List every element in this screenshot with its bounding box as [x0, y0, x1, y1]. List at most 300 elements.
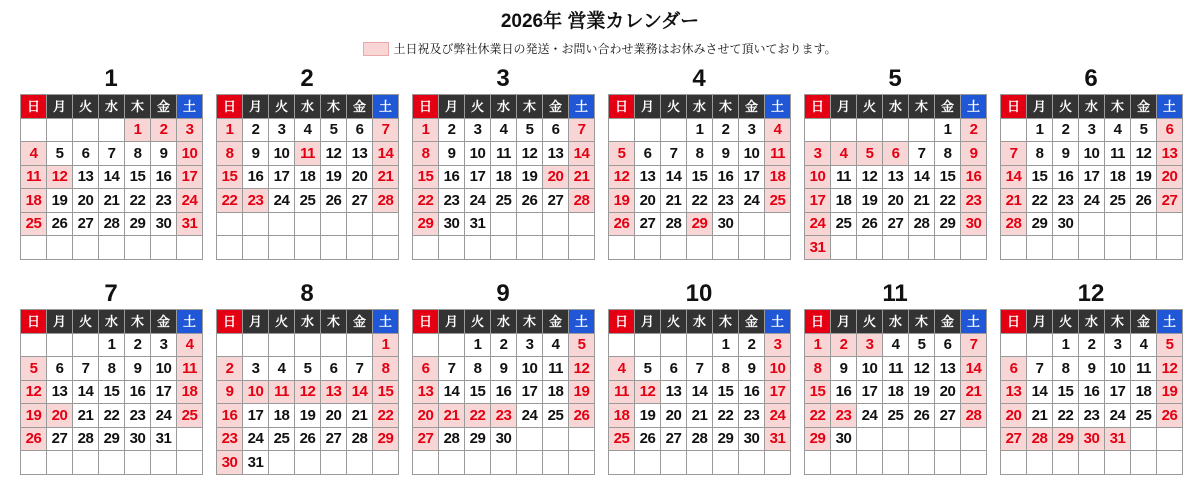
day-cell: 11 — [1131, 357, 1157, 381]
day-cell: 15 — [413, 166, 439, 190]
day-cell: 5 — [1131, 119, 1157, 143]
day-cell: 7 — [961, 334, 987, 358]
month-calendar-11 — [804, 279, 986, 475]
day-cell: 22 — [465, 404, 491, 428]
empty-cell — [661, 236, 687, 260]
day-cell: 24 — [151, 404, 177, 428]
month-calendar-5 — [804, 64, 986, 260]
weekday-header: 木 — [321, 95, 347, 119]
empty-cell — [373, 213, 399, 237]
day-cell: 13 — [635, 166, 661, 190]
weekday-header: 日 — [1001, 95, 1027, 119]
day-cell: 23 — [243, 189, 269, 213]
empty-cell — [765, 451, 791, 475]
empty-cell — [295, 334, 321, 358]
weekday-header: 水 — [491, 310, 517, 334]
empty-cell — [99, 119, 125, 143]
day-cell: 2 — [831, 334, 857, 358]
day-cell: 21 — [569, 166, 595, 190]
day-cell: 16 — [125, 381, 151, 405]
day-cell: 14 — [687, 381, 713, 405]
day-cell: 17 — [177, 166, 203, 190]
day-cell: 6 — [47, 357, 73, 381]
empty-cell — [739, 451, 765, 475]
day-cell: 26 — [609, 213, 635, 237]
day-cell: 20 — [347, 166, 373, 190]
weekday-header: 日 — [217, 310, 243, 334]
day-cell: 7 — [687, 357, 713, 381]
empty-cell — [1001, 451, 1027, 475]
weekday-header: 木 — [517, 95, 543, 119]
day-cell: 9 — [713, 142, 739, 166]
weekday-header: 火 — [465, 310, 491, 334]
day-cell: 20 — [321, 404, 347, 428]
day-cell: 12 — [569, 357, 595, 381]
weekday-header: 水 — [295, 310, 321, 334]
day-cell: 5 — [857, 142, 883, 166]
day-cell: 2 — [125, 334, 151, 358]
day-cell: 6 — [347, 119, 373, 143]
day-cell: 21 — [373, 166, 399, 190]
day-cell: 4 — [765, 119, 791, 143]
weekday-header: 木 — [1105, 95, 1131, 119]
empty-cell — [909, 119, 935, 143]
empty-cell — [935, 428, 961, 452]
day-cell: 16 — [439, 166, 465, 190]
weekday-header: 火 — [465, 95, 491, 119]
day-cell: 3 — [517, 334, 543, 358]
empty-cell — [961, 236, 987, 260]
day-cell: 13 — [661, 381, 687, 405]
month-title: 12 — [1077, 280, 1105, 307]
weekday-header: 金 — [1131, 310, 1157, 334]
weekday-header: 火 — [73, 310, 99, 334]
day-cell: 20 — [413, 404, 439, 428]
day-cell: 26 — [569, 404, 595, 428]
day-cell: 12 — [857, 166, 883, 190]
day-cell: 19 — [295, 404, 321, 428]
empty-cell — [609, 451, 635, 475]
day-cell: 19 — [1157, 381, 1183, 405]
day-cell: 4 — [295, 119, 321, 143]
day-cell: 19 — [1131, 166, 1157, 190]
weekday-header: 日 — [1001, 310, 1027, 334]
day-cell: 10 — [517, 357, 543, 381]
day-cell: 17 — [1079, 166, 1105, 190]
empty-cell — [73, 119, 99, 143]
empty-cell — [1105, 451, 1131, 475]
empty-cell — [413, 236, 439, 260]
month-grid — [412, 94, 595, 260]
empty-cell — [373, 236, 399, 260]
empty-cell — [609, 119, 635, 143]
weekday-header: 土 — [765, 310, 791, 334]
day-cell: 30 — [1079, 428, 1105, 452]
day-cell: 9 — [739, 357, 765, 381]
weekday-header: 日 — [413, 95, 439, 119]
day-cell: 27 — [883, 213, 909, 237]
day-cell: 29 — [713, 428, 739, 452]
day-cell: 29 — [373, 428, 399, 452]
day-cell: 10 — [465, 142, 491, 166]
weekday-header: 金 — [543, 310, 569, 334]
day-cell: 31 — [151, 428, 177, 452]
day-cell: 26 — [21, 428, 47, 452]
day-cell: 13 — [47, 381, 73, 405]
day-cell: 11 — [491, 142, 517, 166]
weekday-header: 水 — [295, 95, 321, 119]
day-cell: 21 — [73, 404, 99, 428]
day-cell: 21 — [99, 189, 125, 213]
empty-cell — [1131, 451, 1157, 475]
empty-cell — [1027, 334, 1053, 358]
day-cell: 23 — [1079, 404, 1105, 428]
day-cell: 2 — [217, 357, 243, 381]
day-cell: 7 — [1001, 142, 1027, 166]
month-grid — [412, 309, 595, 475]
empty-cell — [883, 428, 909, 452]
day-cell: 5 — [1157, 334, 1183, 358]
day-cell: 5 — [909, 334, 935, 358]
empty-cell — [713, 236, 739, 260]
weekday-header: 土 — [961, 95, 987, 119]
day-cell: 7 — [373, 119, 399, 143]
day-cell: 28 — [373, 189, 399, 213]
empty-cell — [1157, 428, 1183, 452]
day-cell: 24 — [857, 404, 883, 428]
empty-cell — [635, 119, 661, 143]
day-cell: 6 — [1157, 119, 1183, 143]
day-cell: 15 — [805, 381, 831, 405]
day-cell: 18 — [1131, 381, 1157, 405]
day-cell: 25 — [543, 404, 569, 428]
empty-cell — [517, 213, 543, 237]
weekday-header: 木 — [713, 95, 739, 119]
day-cell: 21 — [661, 189, 687, 213]
weekday-header: 日 — [21, 95, 47, 119]
day-cell: 23 — [491, 404, 517, 428]
day-cell: 11 — [609, 381, 635, 405]
empty-cell — [661, 119, 687, 143]
day-cell: 8 — [687, 142, 713, 166]
day-cell: 3 — [1105, 334, 1131, 358]
day-cell: 4 — [1131, 334, 1157, 358]
day-cell: 27 — [661, 428, 687, 452]
empty-cell — [1131, 428, 1157, 452]
day-cell: 13 — [73, 166, 99, 190]
empty-cell — [373, 451, 399, 475]
day-cell: 2 — [1079, 334, 1105, 358]
day-cell: 5 — [635, 357, 661, 381]
weekday-header: 金 — [347, 95, 373, 119]
day-cell: 13 — [935, 357, 961, 381]
empty-cell — [73, 334, 99, 358]
day-cell: 30 — [217, 451, 243, 475]
empty-cell — [1027, 451, 1053, 475]
day-cell: 26 — [295, 428, 321, 452]
weekday-header: 月 — [243, 310, 269, 334]
day-cell: 30 — [491, 428, 517, 452]
day-cell: 3 — [1079, 119, 1105, 143]
empty-cell — [1131, 213, 1157, 237]
day-cell: 4 — [883, 334, 909, 358]
day-cell: 20 — [1001, 404, 1027, 428]
day-cell: 30 — [125, 428, 151, 452]
empty-cell — [857, 236, 883, 260]
day-cell: 16 — [243, 166, 269, 190]
empty-cell — [661, 451, 687, 475]
month-title: 5 — [888, 65, 902, 92]
day-cell: 3 — [805, 142, 831, 166]
day-cell: 9 — [961, 142, 987, 166]
day-cell: 17 — [517, 381, 543, 405]
day-cell: 6 — [413, 357, 439, 381]
empty-cell — [1157, 213, 1183, 237]
day-cell: 15 — [217, 166, 243, 190]
day-cell: 8 — [373, 357, 399, 381]
day-cell: 25 — [765, 189, 791, 213]
day-cell: 11 — [543, 357, 569, 381]
empty-cell — [1105, 236, 1131, 260]
day-cell: 27 — [635, 213, 661, 237]
day-cell: 23 — [1053, 189, 1079, 213]
empty-cell — [1053, 236, 1079, 260]
day-cell: 6 — [1001, 357, 1027, 381]
day-cell: 9 — [125, 357, 151, 381]
weekday-header: 土 — [1157, 95, 1183, 119]
day-cell: 9 — [217, 381, 243, 405]
empty-cell — [857, 428, 883, 452]
day-cell: 15 — [99, 381, 125, 405]
weekday-header: 金 — [543, 95, 569, 119]
day-cell: 23 — [217, 428, 243, 452]
day-cell: 18 — [177, 381, 203, 405]
empty-cell — [99, 451, 125, 475]
empty-cell — [713, 451, 739, 475]
day-cell: 7 — [569, 119, 595, 143]
weekday-header: 日 — [805, 310, 831, 334]
day-cell: 22 — [1027, 189, 1053, 213]
weekday-header: 水 — [1079, 310, 1105, 334]
empty-cell — [243, 236, 269, 260]
day-cell: 24 — [465, 189, 491, 213]
day-cell: 1 — [465, 334, 491, 358]
day-cell: 5 — [21, 357, 47, 381]
weekday-header: 月 — [635, 310, 661, 334]
day-cell: 10 — [1105, 357, 1131, 381]
day-cell: 9 — [1079, 357, 1105, 381]
empty-cell — [413, 451, 439, 475]
weekday-header: 月 — [243, 95, 269, 119]
month-calendar-2 — [216, 64, 398, 260]
day-cell: 4 — [21, 142, 47, 166]
day-cell: 22 — [1053, 404, 1079, 428]
weekday-header: 日 — [609, 310, 635, 334]
empty-cell — [961, 428, 987, 452]
empty-cell — [439, 236, 465, 260]
day-cell: 2 — [151, 119, 177, 143]
day-cell: 25 — [1131, 404, 1157, 428]
day-cell: 3 — [151, 334, 177, 358]
day-cell: 10 — [1079, 142, 1105, 166]
weekday-header: 月 — [47, 95, 73, 119]
day-cell: 17 — [805, 189, 831, 213]
weekday-header: 土 — [177, 95, 203, 119]
day-cell: 29 — [687, 213, 713, 237]
empty-cell — [569, 236, 595, 260]
day-cell: 22 — [935, 189, 961, 213]
weekday-header: 土 — [373, 310, 399, 334]
day-cell: 28 — [961, 404, 987, 428]
day-cell: 31 — [243, 451, 269, 475]
day-cell: 12 — [517, 142, 543, 166]
day-cell: 29 — [99, 428, 125, 452]
weekday-header: 月 — [1027, 95, 1053, 119]
weekday-header: 火 — [857, 310, 883, 334]
day-cell: 30 — [439, 213, 465, 237]
weekday-header: 月 — [439, 310, 465, 334]
weekday-header: 金 — [935, 310, 961, 334]
weekday-header: 木 — [1105, 310, 1131, 334]
day-cell: 5 — [295, 357, 321, 381]
day-cell: 10 — [151, 357, 177, 381]
day-cell: 15 — [935, 166, 961, 190]
day-cell: 23 — [439, 189, 465, 213]
day-cell: 28 — [1027, 428, 1053, 452]
empty-cell — [347, 451, 373, 475]
day-cell: 10 — [805, 166, 831, 190]
empty-cell — [47, 236, 73, 260]
day-cell: 8 — [713, 357, 739, 381]
day-cell: 3 — [269, 119, 295, 143]
day-cell: 5 — [569, 334, 595, 358]
day-cell: 1 — [687, 119, 713, 143]
day-cell: 30 — [739, 428, 765, 452]
day-cell: 16 — [713, 166, 739, 190]
day-cell: 26 — [1157, 404, 1183, 428]
day-cell: 28 — [909, 213, 935, 237]
empty-cell — [1157, 451, 1183, 475]
weekday-header: 金 — [1131, 95, 1157, 119]
day-cell: 17 — [739, 166, 765, 190]
day-cell: 30 — [713, 213, 739, 237]
day-cell: 7 — [909, 142, 935, 166]
day-cell: 7 — [99, 142, 125, 166]
day-cell: 9 — [439, 142, 465, 166]
month-grid — [608, 309, 791, 475]
empty-cell — [1001, 119, 1027, 143]
empty-cell — [269, 236, 295, 260]
empty-cell — [1001, 334, 1027, 358]
empty-cell — [687, 334, 713, 358]
day-cell: 20 — [543, 166, 569, 190]
weekday-header: 火 — [73, 95, 99, 119]
day-cell: 18 — [269, 404, 295, 428]
day-cell: 28 — [569, 189, 595, 213]
day-cell: 31 — [465, 213, 491, 237]
day-cell: 18 — [491, 166, 517, 190]
day-cell: 27 — [321, 428, 347, 452]
empty-cell — [1131, 236, 1157, 260]
weekday-header: 月 — [831, 310, 857, 334]
empty-cell — [73, 236, 99, 260]
empty-cell — [243, 334, 269, 358]
day-cell: 30 — [831, 428, 857, 452]
empty-cell — [21, 334, 47, 358]
day-cell: 8 — [413, 142, 439, 166]
day-cell: 29 — [125, 213, 151, 237]
day-cell: 27 — [347, 189, 373, 213]
day-cell: 8 — [935, 142, 961, 166]
legend — [0, 40, 1200, 57]
day-cell: 23 — [713, 189, 739, 213]
empty-cell — [739, 213, 765, 237]
day-cell: 3 — [243, 357, 269, 381]
day-cell: 24 — [243, 428, 269, 452]
day-cell: 21 — [1027, 404, 1053, 428]
day-cell: 1 — [217, 119, 243, 143]
empty-cell — [465, 236, 491, 260]
month-grid — [216, 309, 399, 475]
day-cell: 2 — [961, 119, 987, 143]
empty-cell — [21, 119, 47, 143]
weekday-header: 火 — [269, 310, 295, 334]
day-cell: 17 — [465, 166, 491, 190]
month-calendar-7 — [20, 279, 202, 475]
month-calendar-8 — [216, 279, 398, 475]
day-cell: 3 — [465, 119, 491, 143]
weekday-header: 木 — [321, 310, 347, 334]
day-cell: 10 — [765, 357, 791, 381]
holiday-swatch — [363, 42, 389, 56]
day-cell: 12 — [909, 357, 935, 381]
empty-cell — [491, 213, 517, 237]
day-cell: 16 — [491, 381, 517, 405]
empty-cell — [883, 236, 909, 260]
day-cell: 7 — [661, 142, 687, 166]
day-cell: 20 — [883, 189, 909, 213]
day-cell: 5 — [47, 142, 73, 166]
day-cell: 28 — [1001, 213, 1027, 237]
day-cell: 16 — [1053, 166, 1079, 190]
day-cell: 28 — [99, 213, 125, 237]
empty-cell — [465, 451, 491, 475]
empty-cell — [321, 451, 347, 475]
day-cell: 24 — [1105, 404, 1131, 428]
day-cell: 1 — [1027, 119, 1053, 143]
month-grid — [608, 94, 791, 260]
empty-cell — [517, 428, 543, 452]
empty-cell — [1053, 451, 1079, 475]
day-cell: 2 — [1053, 119, 1079, 143]
weekday-header: 木 — [125, 310, 151, 334]
day-cell: 31 — [765, 428, 791, 452]
empty-cell — [635, 451, 661, 475]
empty-cell — [269, 451, 295, 475]
day-cell: 25 — [21, 213, 47, 237]
day-cell: 22 — [125, 189, 151, 213]
day-cell: 14 — [439, 381, 465, 405]
day-cell: 14 — [373, 142, 399, 166]
day-cell: 4 — [831, 142, 857, 166]
empty-cell — [47, 119, 73, 143]
weekday-header: 土 — [373, 95, 399, 119]
empty-cell — [1079, 213, 1105, 237]
empty-cell — [517, 451, 543, 475]
day-cell: 7 — [439, 357, 465, 381]
weekday-header: 水 — [99, 95, 125, 119]
empty-cell — [347, 236, 373, 260]
